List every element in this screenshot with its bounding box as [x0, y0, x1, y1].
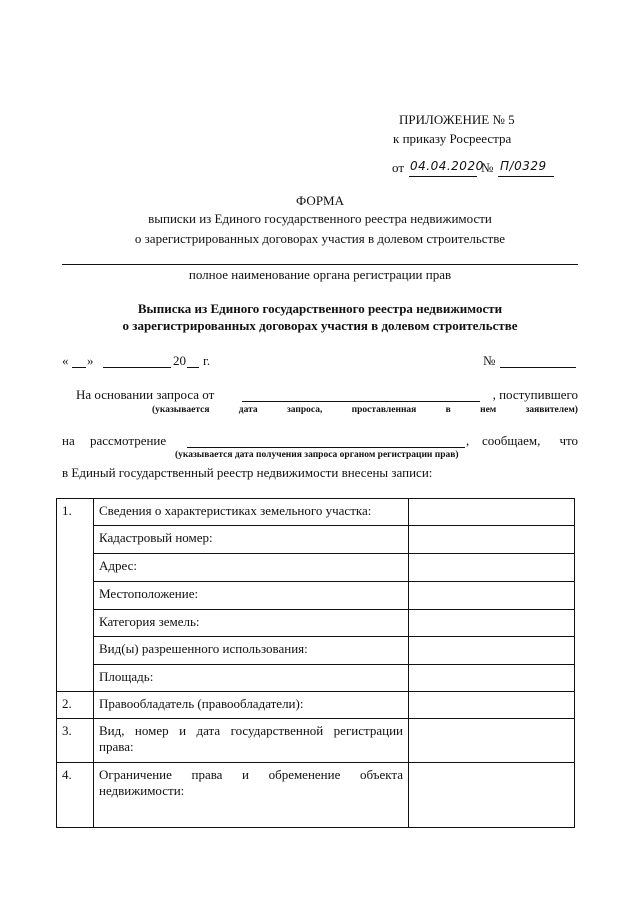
row-label: Категория земель: — [94, 610, 409, 637]
table-row — [57, 526, 575, 554]
extract-title-line1: Выписка из Единого государственного реестра недвижимости — [137, 301, 503, 316]
row-number: 1. — [57, 499, 94, 692]
table-row — [57, 637, 575, 665]
form-subtitle-line2: о зарегистрированных договорах участия в долевом строительстве — [134, 231, 506, 246]
review-word: рассмотрение — [90, 433, 167, 448]
year-blank — [187, 367, 199, 368]
extract-number-label: № — [483, 353, 496, 368]
request-date-blank — [242, 401, 480, 402]
value-cell — [409, 582, 575, 610]
organ-name-line — [62, 264, 578, 265]
month-blank — [103, 367, 171, 368]
value-cell — [409, 692, 575, 719]
value-cell — [409, 637, 575, 665]
row-label: Площадь: — [94, 665, 409, 692]
entries-line: в Единый государственный реестр недвижимости внесены записи: — [62, 465, 433, 480]
basis-row — [62, 387, 578, 407]
value-cell — [409, 763, 575, 828]
from-label: от — [392, 160, 405, 175]
order-reference: к приказу Росреестра — [393, 131, 512, 146]
hint-word: (указывается — [152, 405, 210, 415]
basis-suffix: , поступившего — [492, 387, 578, 402]
table-row — [57, 499, 575, 526]
table-row — [57, 582, 575, 610]
year-suffix: г. — [203, 353, 211, 368]
registry-table — [56, 498, 575, 828]
extract-number-blank — [500, 367, 576, 368]
date-underline — [409, 176, 477, 177]
row-number: 4. — [57, 763, 94, 828]
row-label: Ограничение права и обременение объекта недвижимости: — [94, 763, 409, 828]
table-row — [57, 719, 575, 763]
order-number-label: № — [481, 160, 494, 175]
review-word-na: на — [62, 433, 75, 448]
hint-word: в — [445, 405, 451, 415]
table-row — [57, 665, 575, 692]
appendix-heading: ПРИЛОЖЕНИЕ № 5 — [399, 112, 515, 127]
receipt-hint: (указывается дата получения запроса органом регистрации прав) — [175, 450, 459, 460]
quote-open: « — [62, 353, 69, 368]
row-number: 2. — [57, 692, 94, 719]
value-cell — [409, 719, 575, 763]
row-label: Сведения о характеристиках земельного участка: — [94, 499, 409, 526]
value-cell — [409, 665, 575, 692]
order-date-row — [392, 157, 562, 179]
basis-hint — [152, 405, 578, 415]
row-number: 3. — [57, 719, 94, 763]
extract-title-line2: о зарегистрированных договорах участия в долевом строительстве — [122, 318, 518, 333]
year-prefix: 20 — [173, 353, 186, 368]
hint-word: дата — [238, 405, 258, 415]
day-blank — [72, 367, 86, 368]
row-label: Местоположение: — [94, 582, 409, 610]
table-row — [57, 554, 575, 582]
row-label: Вид, номер и дата государственной регистрации права: — [94, 719, 409, 763]
table-row — [57, 763, 575, 828]
hint-word: нем — [480, 405, 497, 415]
row-label: Кадастровый номер: — [94, 526, 409, 554]
table-row — [57, 692, 575, 719]
number-underline — [498, 176, 554, 177]
organ-name-caption: полное наименование органа регистрации прав — [188, 267, 452, 282]
extract-date-row — [62, 353, 582, 375]
hint-word: проставленная — [351, 405, 417, 415]
value-cell — [409, 499, 575, 526]
value-cell — [409, 554, 575, 582]
row-label: Вид(ы) разрешенного использования: — [94, 637, 409, 665]
basis-prefix: На основании запроса от — [76, 387, 215, 402]
row-label: Адрес: — [94, 554, 409, 582]
handwritten-date: 04.04.2020 — [410, 159, 484, 173]
handwritten-number: П/0329 — [500, 159, 547, 173]
quote-close: » — [87, 353, 94, 368]
value-cell — [409, 610, 575, 637]
review-comma: , — [466, 433, 470, 448]
row-label: Правообладатель (правообладатели): — [94, 692, 409, 719]
value-cell — [409, 526, 575, 554]
table-row — [57, 610, 575, 637]
hint-word: запроса, — [286, 405, 323, 415]
form-subtitle-line1: выписки из Единого государственного реестра недвижимости — [148, 211, 492, 226]
that-word: что — [559, 433, 578, 448]
receipt-date-blank — [187, 447, 465, 448]
hint-word: заявителем) — [525, 405, 578, 415]
report-word: сообщаем, — [482, 433, 541, 448]
form-title: ФОРМА — [296, 193, 344, 208]
